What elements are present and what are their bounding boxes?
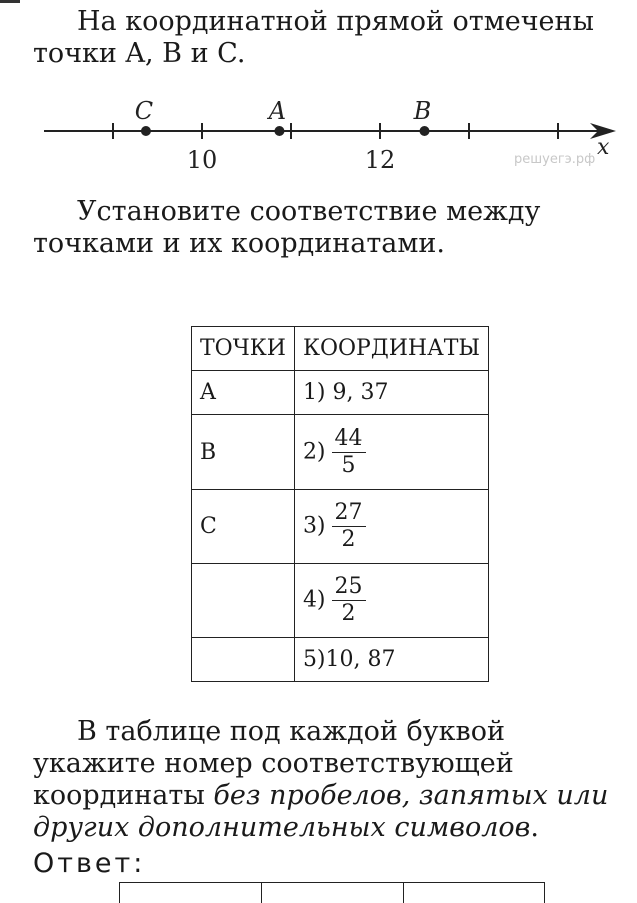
header-points: ТОЧКИ — [192, 327, 295, 371]
point-cell: B — [192, 415, 295, 490]
header-coordinates: КООРДИНАТЫ — [294, 327, 488, 371]
intro-text: На координатной прямой отмечены точки A, B и C. — [33, 6, 595, 69]
answer-label: Ответ: — [33, 848, 146, 879]
option-cell: 3) $\frac{27}{2}$ — [294, 490, 488, 564]
fraction: $\frac{25}{2}$ — [332, 574, 366, 627]
table-row — [192, 415, 489, 490]
matching-table — [191, 326, 489, 682]
point-a — [274, 126, 284, 136]
task-text: Установите соответствие между точками и их координатами. — [33, 196, 541, 259]
instructions-text: В таблице под каждой буквой укажите номер соответствующей координаты без пробелов, запятых или других дополнительных символов. — [33, 716, 609, 843]
point-cell — [192, 564, 295, 638]
axis-label: x — [597, 135, 610, 160]
tick-label: 12 — [364, 146, 396, 172]
tick-label: 10 — [186, 146, 218, 172]
point-label: B — [413, 97, 432, 125]
point-label: A — [268, 97, 287, 125]
table-row — [192, 564, 489, 638]
point-c — [141, 126, 151, 136]
page-corner-mark — [0, 0, 20, 3]
fraction: $\frac{27}{2}$ — [332, 500, 366, 553]
answer-table[interactable] — [119, 882, 545, 903]
table-row — [192, 371, 489, 415]
point-cell: A — [192, 371, 295, 415]
watermark: решуегэ.рф — [514, 152, 596, 167]
point-label: C — [134, 97, 154, 125]
fraction: $\frac{44}{5}$ — [332, 426, 366, 479]
table-row — [192, 638, 489, 682]
option-cell: 4) $\frac{25}{2}$ — [294, 564, 488, 638]
table-header-row — [192, 327, 489, 371]
tick-labels — [187, 146, 396, 172]
point-cell: C — [192, 490, 295, 564]
number-line — [0, 92, 637, 172]
point-b — [420, 126, 430, 136]
table-row — [192, 490, 489, 564]
option-cell: 2) $\frac{44}{5}$ — [294, 415, 488, 490]
option-cell: 1) 9, 37 — [294, 371, 488, 415]
point-cell — [192, 638, 295, 682]
option-cell: 5)10, 87 — [294, 638, 488, 682]
